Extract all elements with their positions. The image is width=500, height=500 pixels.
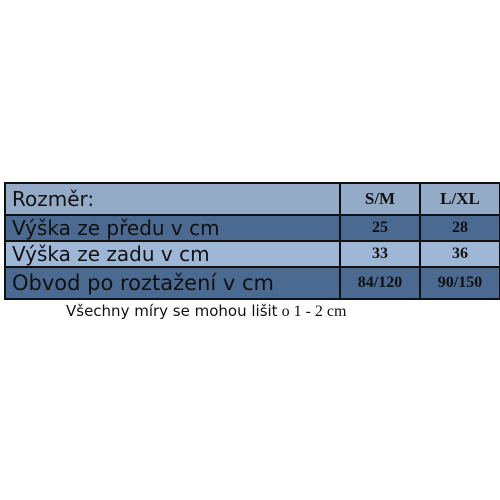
row-label: Výška ze předu v cm xyxy=(5,215,340,241)
header-size-lxl: L/XL xyxy=(420,183,500,215)
note-main-text: Všechny míry se mohou lišit xyxy=(66,302,278,320)
table-row xyxy=(5,267,500,299)
row-value-sm: 33 xyxy=(340,241,420,267)
header-label-cell: Rozměr: xyxy=(5,183,340,215)
size-table xyxy=(4,182,500,300)
note-range-text: o 1 - 2 cm xyxy=(277,303,347,320)
row-value-lxl: 90/150 xyxy=(420,267,500,299)
header-size-sm: S/M xyxy=(340,183,420,215)
table-row xyxy=(5,241,500,267)
table-row xyxy=(5,215,500,241)
row-label: Výška ze zadu v cm xyxy=(5,241,340,267)
measurement-note xyxy=(66,302,346,321)
row-value-sm: 84/120 xyxy=(340,267,420,299)
row-label: Obvod po roztažení v cm xyxy=(5,267,340,299)
table-header-row xyxy=(5,183,500,215)
row-value-sm: 25 xyxy=(340,215,420,241)
row-value-lxl: 36 xyxy=(420,241,500,267)
row-value-lxl: 28 xyxy=(420,215,500,241)
